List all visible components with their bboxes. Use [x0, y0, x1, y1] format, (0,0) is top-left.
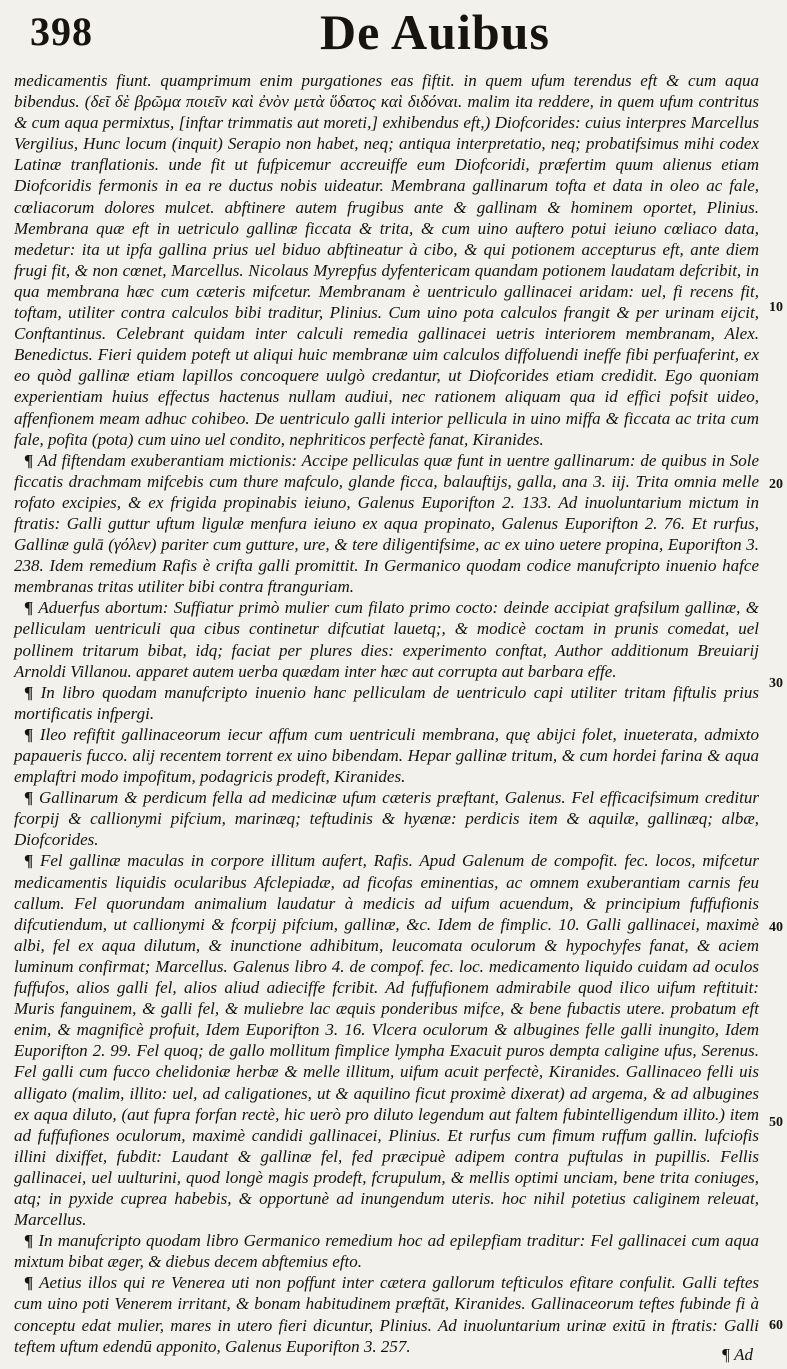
paragraph	[14, 787, 759, 850]
margin-line-number: 50	[769, 1115, 783, 1130]
paragraph	[14, 1272, 759, 1356]
paragraph-text: medicamentis fiunt. quamprimum enim purgationes eas fiftit. in quem ufum terendus eft & cum aqua bibendus. (δεῖ δὲ βρῶμα ποιεῖν καὶ ἐνὸν μετὰ ὕδατος καὶ διδόναι. malim ita reddere, in quem ufum contritus & cum aqua permixtus, [inftar trimmatis aut moreti,] exhibendus eft,) Diofcorides: cuius interpres Marcellus Vergilius, Hunc locum (inquit) Serapio non habet, neq; antiqua interpretatio, neq; probatifsimus mihi codex Latinæ tranflationis. unde fit ut fufpicemur accreuiffe eum Diofcoridi, præfertim quum alienus etiam Diofcoridis fermonis in ea re ductus nobis uideatur. Membrana gallinarum tofta et data in oleo ac fale, cœliacorum dolores mulcet. abftinere autem frugibus ante & gallinam & hominem oportet, Plinius. Membrana quæ eft in uetriculo gallinæ ficcata & trita, & cum uino auftero potui ieiuno cœliaco data, medetur: ita ut ipfa gallina prius uel biduo abftineatur à cibo, & qui potionem accepturus eft, ante diem frugi fit, & non cœnet, Marcellus. Nicolaus Myrepfus dyfentericam quandam potionem laudatam defcribit, in qua membrana hæc cum cæteris mifcetur. Membranam è uentriculo gallinacei aridam: uel, fi recens fit, toftam, utiliter contra calculos bibi traditur, Plinius. Cum uino pota calculos frangit & per urinam eijcit, Conftantinus. Celebrant quidam inter calculi remedia gallinacei uetris interiorem membranam, Alex. Benedictus. Fieri quidem poteft ut aliqui huic membranæ uim calculos diffoluendi ineffe fibi perfuaferint, ex eo quòd gallinæ etiam lapillos concoquere uulgò credantur, ut Diofcorides etiam credidit. Ego quoniam experientiam huius effectus hactenus nullam audiui, nec rationem aliquam qua id effici pofsit uideo, affenfionem meam adhuc cohibeo. De uentriculo galli interior pellicula in uino miffa & ficcata ac trita cum fale, pofita (pota) cum uino uel condito, nephriticos perfectè fanat, Kiranides.	[14, 71, 759, 449]
running-title: De Auibus	[320, 4, 550, 60]
paragraph	[14, 450, 759, 598]
paragraph	[14, 1230, 759, 1272]
paragraph-text: Aetius illos qui re Venerea uti non poffunt inter cætera gallorum tefticulos efitare confulit. Galli teftes cum uino poti Venerem irritant, & bonam habitudinem præftāt, Kiranides. Gallinaceorum teftes fubinde fi à conceptu edat mulier, mares in utero fieri dicuntur, Plinius. Ad inuoluntarium urinæ exitū in ftratis: Galli teftem uftum edendū apponito, Galenus Euporifton 3. 257.	[14, 1273, 759, 1356]
paragraph-text: In libro quodam manufcripto inuenio hanc pelliculam de uentriculo capi utiliter tritam fiftulis prius mortificatis infpergi.	[14, 682, 759, 723]
margin-line-number: 10	[769, 300, 783, 315]
catchword: ¶ Ad	[721, 1345, 753, 1364]
paragraph	[14, 724, 759, 787]
pilcrow-mark: ¶	[24, 724, 34, 744]
paragraph-text: Aduerfus abortum: Suffiatur primò mulier cum filato primo cocto: deinde accipiat grafsilum gallinæ, & pelliculam uentriculi qua cibus continetur difcutiat lauetq;, & modicè coctam in prunis comedat, uel pollinem tritarum bibat, idq; faciat per plures dies: experimento conftat, Author additionum Breuiarij Arnoldi Villanou. apparet autem uerba quædam inter hæc aut corrupta aut barbara effe.	[14, 598, 759, 681]
paragraph	[14, 597, 759, 681]
margin-line-number: 40	[769, 920, 783, 935]
paragraph	[14, 850, 759, 1230]
paragraph-text: Fel gallinæ maculas in corpore illitum aufert, Rafis. Apud Galenum de compofit. fec. locos, mifcetur medicamentis liquidis ocularibus Afclepiadæ, ad ficofas eminentias, ac omnem exuberantiam carnis feu callum. Fel quorundam animalium laudatur à medicis ad uifum acuendum, & principium fuffufionis difcutiendum, ut callionymi & fcorpij pifcium, gallinæ, &c. Idem de fimplic. 10. Galli gallinacei, maximè albi, fel ex aqua dilutum, & inunctione adhibitum, leucomata oculorum & hypochyfes fanat, & aciem luminum confirmat; Marcellus. Galenus libro 4. de compof. fec. loc. medicamento liquido cuidam ad oculos fuffufos, alios galli fel, alios aliud adieciffe fcribit. Ad fuffufionem admirabile quod ilico uifum reftituit: Muris fanguinem, & galli fel, & muliebre lac æquis ponderibus mifce, & bene fubactis utere. probatum eft enim, & magnificè profuit, Idem Euporifton 3. 16. Vlcera oculorum & albugines felle galli inungito, Idem Euporifton 2. 99. Fel quoq; de gallo mollitum fimplice lympha Exacuit puros dempta caligine ufus, Serenus. Fel galli cum fucco chelidoniæ herbæ & melle illitum, uifum acuit perfectè, Kiranides. Gallinaceo felli uis alligato (malim, illito: uel, ad caligationes, ut & aquilino ficut proximè dixerat) ad argema, & ad albugines ex aqua diluto, (aut fupra forfan rectè, hic uerò pro diluto legendum aut faltem fubintelligendum illito.) item ad fuffufiones oculorum, maximè candidi gallinacei, Plinius. Et rurfus cum fimum ruffum gallin. lufciofis illini dixiffet, fubdit: Laudant & gallinæ fel, fed præcipuè adipem contra puftulas in pupillis. Fellis gallinacei, uel uulturini, quod longè magis prodeft, fcrupulum, & mellis optimi unciam, bene trita coniuges, atq; in pyxide cuprea habebis, & opportunè ad inungendum uteris. hoc nihil potetius caliginem releuat, Marcellus.	[14, 851, 759, 1230]
paragraph-text: Ileo refiftit gallinaceorum iecur affum cum uentriculi membrana, quę abijci folet, inueterata, admixto papaueris fucco. alij recentem torrent ex uino bibendam. Hepar gallinæ tritum, & cum hordei farina & aqua emplaftri modo impofitum, podagricis prodeft, Kiranides.	[14, 724, 759, 787]
pilcrow-mark: ¶	[24, 682, 34, 702]
pilcrow-mark: ¶	[24, 1231, 34, 1251]
paragraph	[14, 682, 759, 724]
pilcrow-mark: ¶	[24, 598, 34, 618]
paragraph-text: Ad fiftendam exuberantiam mictionis: Accipe pelliculas quæ funt in uentre gallinarum: de quibus in Sole ficcatis drachmam mifcebis cum thure mafculo, glande ficca, balauftijs, galla, ana 3. iij. Trita omnia melle rofato excipies, & ex frigida propinabis ieiuno, Galenus Euporifton 2. 133. Ad inuoluntarium mictum in ftratis: Galli guttur uftum ligulæ menfura ieiuno ex aqua propinato, Galenus Euporifton 2. 76. Et rurfus, Gallinæ gulā (γόλεν) pariter cum gutture, ure, & tere diligentifsime, ac ex uino uetere propina, Euporifton 3. 238. Idem remedium Rafis è crifta galli promittit. In Germanico quodam codice manufcripto inuenio hafce membranas tritas utiliter bibi contra ftranguriam.	[14, 450, 759, 597]
pilcrow-mark: ¶	[24, 851, 34, 871]
pilcrow-mark: ¶	[24, 1273, 34, 1293]
pilcrow-mark: ¶	[24, 788, 34, 808]
pilcrow-mark: ¶	[24, 450, 34, 470]
margin-line-number: 30	[769, 676, 783, 691]
margin-line-number: 60	[769, 1318, 783, 1333]
body-text	[14, 70, 759, 1357]
paragraph-text: In manufcripto quodam libro Germanico remedium hoc ad epilepfiam traditur: Fel gallinacei cum aqua mixtum bibat æger, & diebus decem abftemius efto.	[14, 1231, 760, 1272]
paragraph	[14, 70, 759, 450]
margin-line-number: 20	[769, 477, 783, 492]
page-header	[0, 0, 787, 72]
paragraph-text: Gallinarum & perdicum fella ad medicinæ ufum cæteris præftant, Galenus. Fel efficacifsimum creditur fcorpij & callionymi pifcium, marinæq; teftudinis & hyænæ: perdicis item & aquilæ, gallinæq; albæ, Diofcorides.	[14, 788, 759, 850]
page-number: 398	[30, 9, 93, 54]
